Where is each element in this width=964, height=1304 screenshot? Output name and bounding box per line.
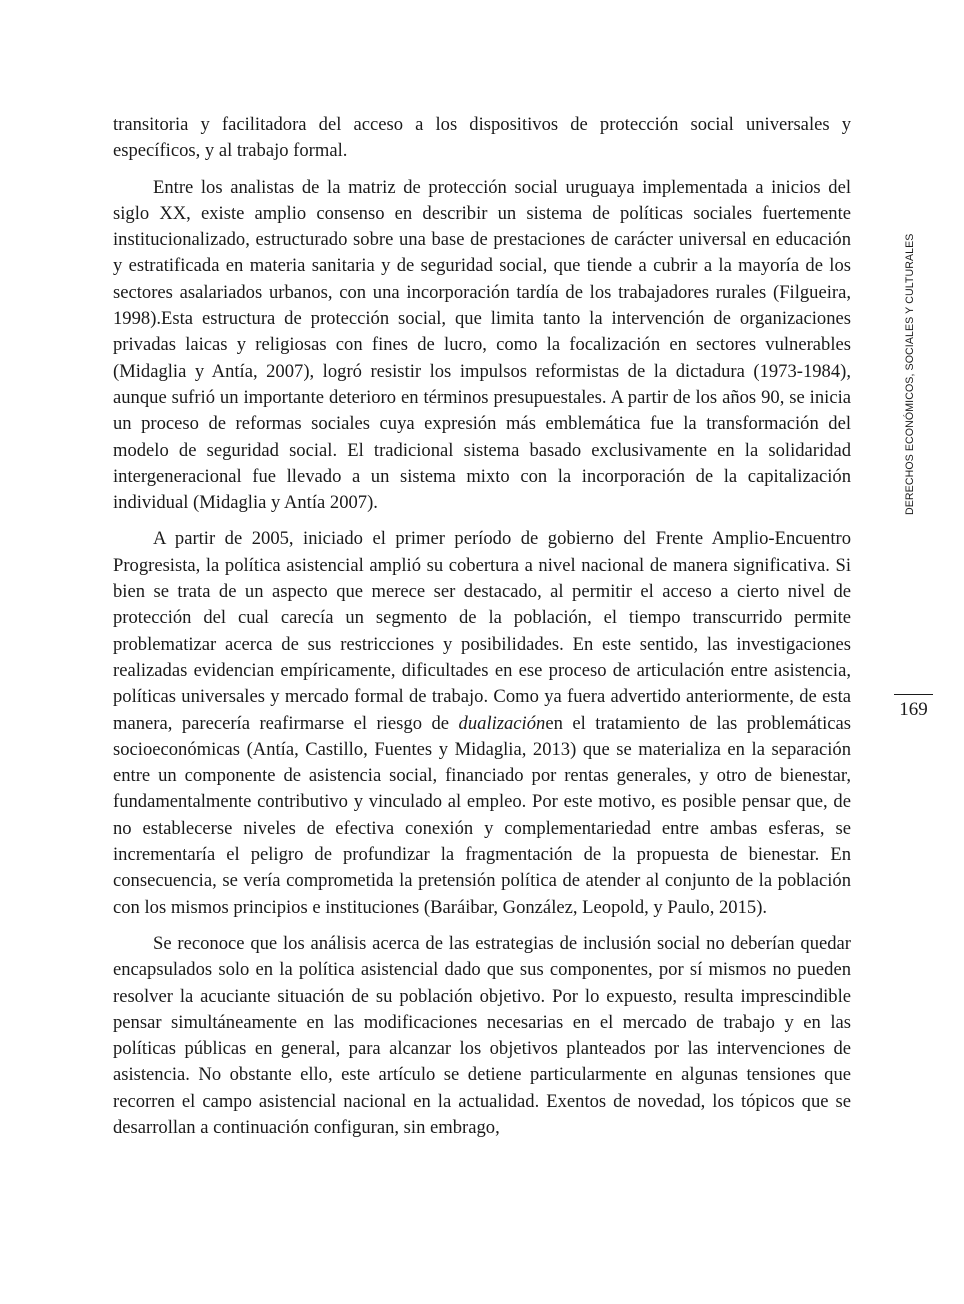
paragraph-frente-amplio xyxy=(113,526,851,920)
running-head: DERECHOS ECONÓMICOS, SOCIALES Y CULTURALES xyxy=(904,233,916,515)
paragraph-continuation: transitoria y facilitadora del acceso a los dispositivos de protección social universales y específicos, y al trabajo formal. xyxy=(113,114,851,162)
page-number-rule xyxy=(894,694,933,695)
paragraph-frente-amplio-start: A partir de 2005, iniciado el primer período de gobierno del Frente Amplio-Encuentro Progresista, la política asistencial amplió su cobertura a nivel nacional de manera significativa. Si bien se trata de un aspecto que merece ser destacado, al permitir el acceso a cierto nivel de protección del cual carecía un segmento de la población, el tiempo transcurrido permite problematizar acerca de sus restricciones y posibilidades. En este sentido, las investigaciones realizadas evidencian empíricamente, dificultades en ese proceso de articulación entre asistencia, políticas universales y mercado formal de trabajo. Como ya fuera advertido anteriormente, de esta manera, parecería reafirmarse el riesgo de xyxy=(113,528,851,734)
paragraph-frente-amplio-end: en el tratamiento de las problemáticas socioeconómicas (Antía, Castillo, Fuentes y Midaglia, 2013) que se materializa en la separación entre un componente de asistencia social, financiado por rentas generales, y otro de bienestar, fundamentalmente contributivo y vinculado al empleo. Por este motivo, es posible pensar que, de no establecerse niveles de efectiva conexión y complementariedad entre ambas esferas, se incrementaría el peligro de profundizar la fragmentación de la propuesta de bienestar. En consecuencia, se vería comprometida la pretensión política de atender al conjunto de la población con los mismos principios e instituciones (Baráibar, González, Leopold, y Paulo, 2015). xyxy=(113,712,851,918)
paragraph-matriz-proteccion: Entre los analistas de la matriz de protección social uruguaya implementada a inicios del siglo XX, existe amplio consenso en describir un sistema de políticas sociales fuertemente institucionalizado, estructurado sobre una base de prestaciones de carácter universal en educación y estratificada en materia sanitaria y de seguridad social, que tiende a cubrir a la mayoría de los sectores asalariados urbanos, con una incorporación tardía de los trabajadores rurales (Filgueira, 1998).Esta estructura de protección social, que limita tanto la intervención de organizaciones privadas laicas y religiosas con fines de lucro, como la focalización en sectores vulnerables (Midaglia y Antía, 2007), logró resistir los impulsos reformistas de la dictadura (1973-1984), aunque sufrió un importante deterioro en términos presupuestales. A partir de los años 90, se inicia un proceso de reformas sociales cuya expresión más emblemática fue la transformación del modelo de seguridad social. El tradicional sistema basado exclusivamente en la solidaridad intergeneracional fue llevado a un sistema mixto con la incorporación de la capitalización individual (Midaglia y Antía 2007). xyxy=(113,176,851,514)
paragraph-inclusion-social: Se reconoce que los análisis acerca de las estrategias de inclusión social no deberían quedar encapsulados solo en la política asistencial dado que sus componentes, por sí mismos no pueden resolver la acuciante situación de su población objetivo. Por lo expuesto, resulta imprescindible pensar simultáneamente en las modificaciones necesarias en el mercado de trabajo y en las políticas públicas en general, para alcanzar los objetivos planteados por las intervenciones de asistencia. No obstante ello, este artículo se detiene particularmente en algunas tensiones que recorren el campo asistencial nacional en la actualidad. Exentos de novedad, los tópicos que se desarrollan a continuación configuran, sin embrago, xyxy=(113,932,851,1138)
italic-term-dualizacion: dualización xyxy=(458,712,546,734)
body-text xyxy=(113,112,851,1151)
page-number: 169 xyxy=(899,699,928,720)
